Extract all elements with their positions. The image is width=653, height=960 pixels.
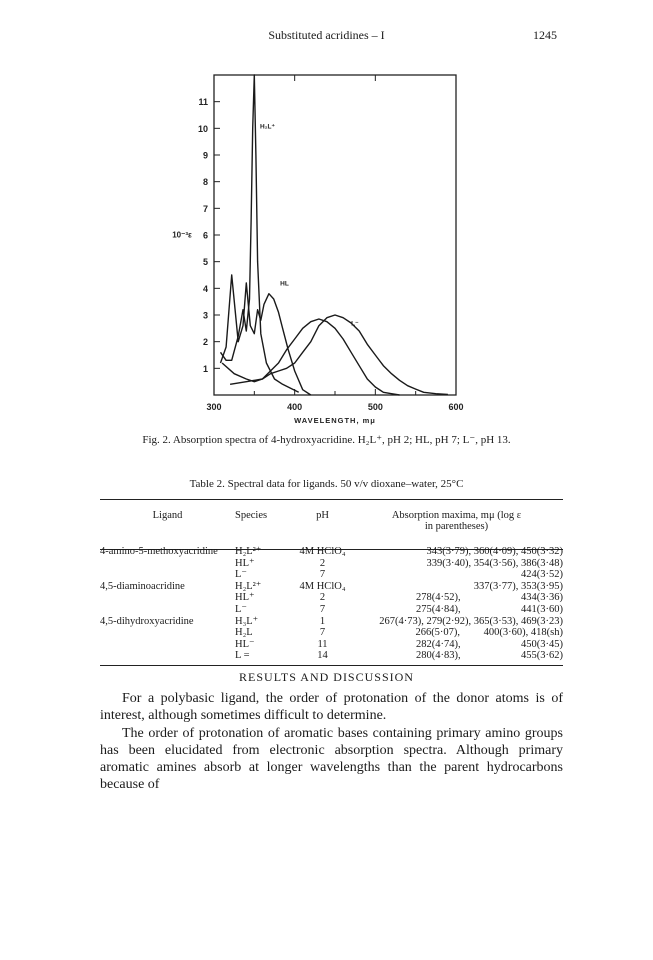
cell-ligand [100,639,235,651]
table-row [100,616,563,628]
cell-ligand [100,569,235,581]
curve-annotation: L⁻ [351,320,359,328]
cell-ligand [100,650,235,662]
y-tick-label: 11 [198,97,208,108]
y-tick-label: 7 [202,203,208,214]
cell-absorption: 343(3·79), 360(4·09), 450(3·32) [426,546,563,557]
cell-ligand: 4,5-diaminoacridine [100,580,185,592]
cell-species: H₂L [235,627,253,639]
cell-species: H₂L²⁺ [235,580,262,592]
curve-annotation: H₂L⁺ [259,123,275,131]
header-ligand: Ligand [152,510,183,521]
paragraph-1: For a polybasic ligand, the order of protonation of the donor atoms is of interest, although sometimes difficult to determine. [100,691,563,723]
cell-species: HL⁻ [235,638,255,650]
table-row [100,558,563,570]
table-bottom-rule [100,665,563,666]
y-tick-label: 10 [197,123,208,134]
series-line-3 [222,315,448,395]
x-tick-label: 600 [448,402,464,412]
cell-absorption: 266(5·07), 400(3·60), 418(sh) [415,627,563,639]
absorption-spectra-chart [0,0,653,430]
table-header-row [100,510,563,532]
table-row [100,546,563,558]
cell-absorption: 280(4·83), 455(3·62) [416,650,563,662]
cell-absorption: 339(3·40), 354(3·56), 386(3·48) [426,557,563,569]
cell-species: L = [235,650,250,662]
x-tick-label: 400 [287,402,303,412]
section-heading: RESULTS AND DISCUSSION [239,670,414,684]
cell-ph: 2 [319,557,326,569]
x-tick-label: 500 [367,402,383,412]
spectral-data-table [100,510,563,662]
table-caption: Table 2. Spectral data for ligands. 50 v/v dioxane–water, 25°C [189,478,464,490]
x-tick-label: 300 [206,402,222,412]
x-axis-label: WAVELENGTH, mμ [294,416,376,425]
cell-ligand [100,604,235,616]
table-row [100,592,563,604]
cell-ph: 1 [319,615,326,627]
header-ph: pH [316,510,329,521]
table-row [100,627,563,639]
running-head: Substituted acridines – I [268,28,385,42]
y-axis-label: 10⁻³ε [172,230,192,240]
table-top-rule [100,499,563,500]
cell-ph: 7 [319,603,326,615]
series-line-4 [230,319,399,395]
header-absorption [350,510,563,532]
page-number: 1245 [533,28,557,42]
table-row [100,604,563,616]
header-absorption-line1: Absorption maxima, mμ (log ε [391,510,522,521]
cell-ph: 4M HClO₄ [299,580,346,592]
cell-species: H₃L⁺ [235,615,259,627]
cell-species: L⁻ [235,603,247,615]
table-row [100,569,563,581]
y-tick-label: 8 [202,177,208,188]
cell-ph: 7 [319,569,326,581]
cell-ligand [100,627,235,639]
cell-absorption: 267(4·73), 279(2·92), 365(3·53), 469(3·23) [379,615,563,627]
y-tick-label: 2 [202,337,208,348]
cell-ligand [100,558,235,570]
y-tick-label: 3 [202,310,208,321]
cell-absorption: 275(4·84), 441(3·60) [416,603,563,615]
header-absorption-line2: in parentheses) [424,521,489,532]
table-row [100,650,563,662]
cell-species: HL⁺ [235,592,255,604]
y-tick-label: 6 [202,230,208,241]
cell-ph: 4M HClO₄ [299,546,346,557]
cell-absorption: 337(3·77), 353(3·95) [473,580,563,592]
y-tick-label: 5 [202,257,208,268]
y-tick-label: 4 [202,283,208,294]
cell-ligand: 4,5-dihydroxyacridine [100,615,194,627]
figure-caption: Fig. 2. Absorption spectra of 4-hydroxyacridine. H₂L⁺, pH 2; HL, pH 7; L⁻, pH 13. [142,434,511,446]
curve-annotation: HL [280,280,289,288]
cell-species: H₂L²⁺ [235,546,262,557]
cell-absorption: 278(4·52), 434(3·36) [416,592,563,604]
cell-ph: 14 [317,650,328,662]
cell-species: HL⁺ [235,557,255,569]
cell-absorption: 282(4·74), 450(3·45) [416,638,563,650]
y-tick-label: 1 [202,363,208,374]
cell-ph: 7 [319,627,326,639]
table-row [100,639,563,651]
header-species: Species [235,510,268,521]
y-tick-label: 9 [202,150,208,161]
cell-ligand: 4-amino-5-methoxyacridine [100,546,218,557]
cell-species: L⁻ [235,569,247,581]
cell-absorption: 424(3·52) [521,569,563,581]
cell-ligand [100,592,235,604]
cell-ph: 2 [319,592,326,604]
paragraph-2: The order of protonation of aromatic bases containing primary amino groups has been elucidated from electronic absorption spectra. Although primary aromatic amines absorb at longer wavelengths than the parent hydrocarbons because of [100,726,563,792]
cell-ph: 11 [317,638,328,650]
table-row [100,581,563,593]
